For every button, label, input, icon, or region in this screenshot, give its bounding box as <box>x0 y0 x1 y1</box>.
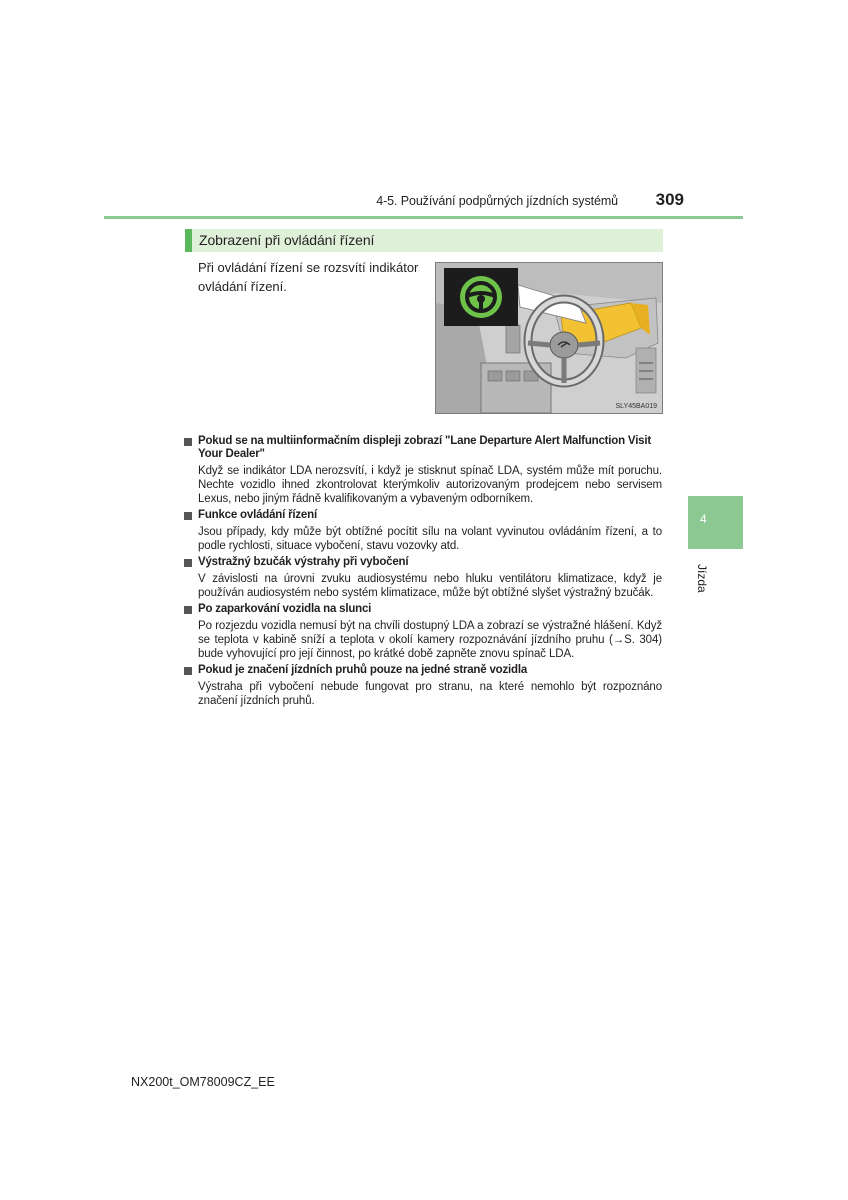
section-heading-text: Zobrazení při ovládání řízení <box>199 232 375 248</box>
square-bullet-icon <box>184 559 192 567</box>
note-body: Po rozjezdu vozidla nemusí být na chvíli dostupný LDA a zobrazí se výstražné hlášení. Když se teplota v kabině sníží a teplota v okolí kamery rozpoznávání jízdního pruhu (→S. 304) bude vyhovující pro její činnost, po krátké době zapněte znovu spínač LDA. <box>198 620 662 660</box>
note-body: Jsou případy, kdy může být obtížné pocítit sílu na volant vyvinutou ovládáním řízení, a to podle rychlosti, situace vybočení, stavu vozovky atd. <box>198 526 662 552</box>
chapter-label: Jízda <box>695 564 709 593</box>
note-title <box>184 603 662 616</box>
page-number: 309 <box>655 190 684 209</box>
note-body: Výstraha při vybočení nebude fungovat pro stranu, na které nemohlo být rozpoznáno značení jízdních pruhů. <box>198 681 662 707</box>
dashboard-illustration <box>435 262 663 414</box>
header-section-title: 4-5. Používání podpůrných jízdních systémů <box>376 194 618 208</box>
chapter-tab <box>688 496 743 549</box>
square-bullet-icon <box>184 438 192 446</box>
footer-code: NX200t_OM78009CZ_EE <box>131 1075 275 1089</box>
note-title <box>184 509 662 522</box>
square-bullet-icon <box>184 606 192 614</box>
note-title-text: Funkce ovládání řízení <box>198 509 317 521</box>
note-body: Když se indikátor LDA nerozsvítí, i když je stisknut spínač LDA, systém může mít poruchu. Nechte vozidlo ihned zkontrolovat kterýmkoliv autorizovaným prodejcem nebo servisem Lexus, nebo jiným řádně kvalifikovaným a vybaveným odborníkem. <box>198 465 662 505</box>
dashboard-drawing <box>436 263 662 413</box>
note-title-text: Pokud je značení jízdních pruhů pouze na jedné straně vozidla <box>198 664 528 676</box>
chapter-number: 4 <box>700 512 707 526</box>
note-title-text: Pokud se na multiinformačním displeji zobrazí "Lane Departure Alert Malfunction Visit Your Dealer" <box>198 435 652 460</box>
note-title <box>184 664 662 677</box>
note-title <box>184 556 662 569</box>
note-body: V závislosti na úrovni zvuku audiosystému nebo hluku ventilátoru klimatizace, když je používán audiosystém nebo systém klimatizace, může být obtížné slyšet výstražný bzučák. <box>198 573 662 599</box>
note-title-text: Výstražný bzučák výstrahy při vybočení <box>198 556 409 568</box>
header-divider <box>104 216 743 219</box>
intro-text: Při ovládání řízení se rozsvítí indikátor ovládání řízení. <box>198 260 419 294</box>
section-heading <box>185 229 663 252</box>
note-title-text: Po zaparkování vozidla na slunci <box>198 603 372 615</box>
square-bullet-icon <box>184 667 192 675</box>
square-bullet-icon <box>184 512 192 520</box>
note-title <box>184 435 662 461</box>
notes-list <box>184 435 662 711</box>
figure-code: SLY45BA019 <box>615 403 657 410</box>
